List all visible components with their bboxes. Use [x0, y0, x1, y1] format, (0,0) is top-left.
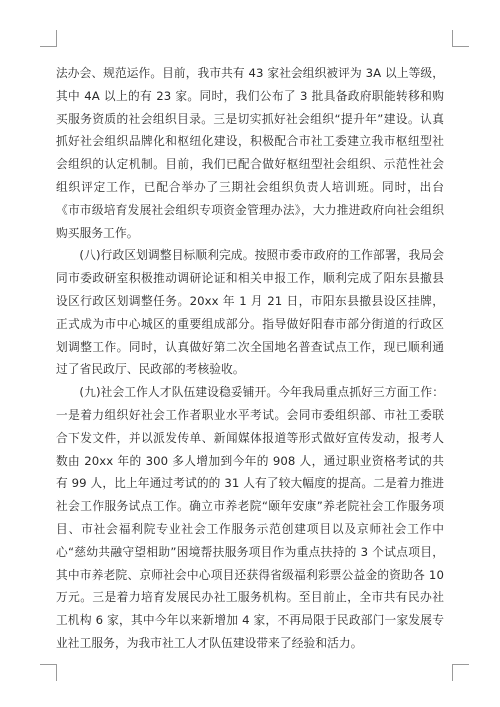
crop-mark-bottom-left: [40, 664, 57, 681]
paragraph-org-work: 法办会、规范运作。目前，我市共有 43 家社会组织被评为 3A 以上等级，其中 4A 以上的有 23 家。同时，我们公布了 3 批具备政府职能转移和购买服务资质的社会组织目录。三是切实抓好社会组织“提升年”建设。认真抓好社会组织品牌化和枢纽化建设，积极配合市社工委建立我市枢纽型社会组织的认定机制。目前，我们已配合做好枢纽型社会组织、示范性社会组织评定工作，已配合举办了三期社会组织负责人培训班。同时，出台《市市级培育发展社会组织专项资金管理办法》，大力推进政府向社会组织购买服务工作。: [56, 66, 444, 240]
crop-mark-top-left: [40, 30, 57, 47]
document-body: [56, 62, 444, 655]
paragraph-admin-division: (八)行政区划调整目标顺利完成。按照市委市政府的工作部署，我局会同市委政研室积极推动调研论证和相关申报工作，顺利完成了阳东县撤县设区行政区划调整任务。20xx 年 1 月 21 日，市阳东县撤县设区挂牌，正式成为市中心城区的重要组成部分。指导做好阳春市部分街道的行政区划调整工作。同时，认真做好第二次全国地名普查试点工作，现已顺利通过了省民政厅、民政部的考核验收。: [56, 248, 444, 377]
paragraph-social-work-talent: (九)社会工作人才队伍建设稳妥铺开。今年我局重点抓好三方面工作：一是着力组织好社会工作者职业水平考试。会同市委组织部、市社工委联合下发文件，并以派发传单、新闻媒体报道等形式做好宣传发动，报考人数由 20xx 年的 300 多人增加到今年的 908 人，通过职业资格考试的共有 99 人，比上年通过考试的的 31 人有了较大幅度的提高。二是着力推进社会工作服务试点工作。确立市养老院“颐年安康”养老院社会工作服务项目、市社会福利院专业社会工作服务示范创建项目以及京师社会工作中心“慈幼共融守望相助”困境帮扶服务项目作为重点扶持的 3 个试点项目，其中市养老院、京师社会中心项目还获得省级福利彩票公益金的资助各 10 万元。三是着力培育发展民办社工服务机构。至目前止，全市共有民办社工机构 6 家，其中今年以来新增加 4 家，不再局限于民政部门一家发展专业社工服务，为我市社工人才队伍建设带来了经验和活力。: [56, 385, 444, 650]
crop-mark-top-right: [452, 30, 469, 47]
crop-mark-bottom-right: [452, 664, 469, 681]
